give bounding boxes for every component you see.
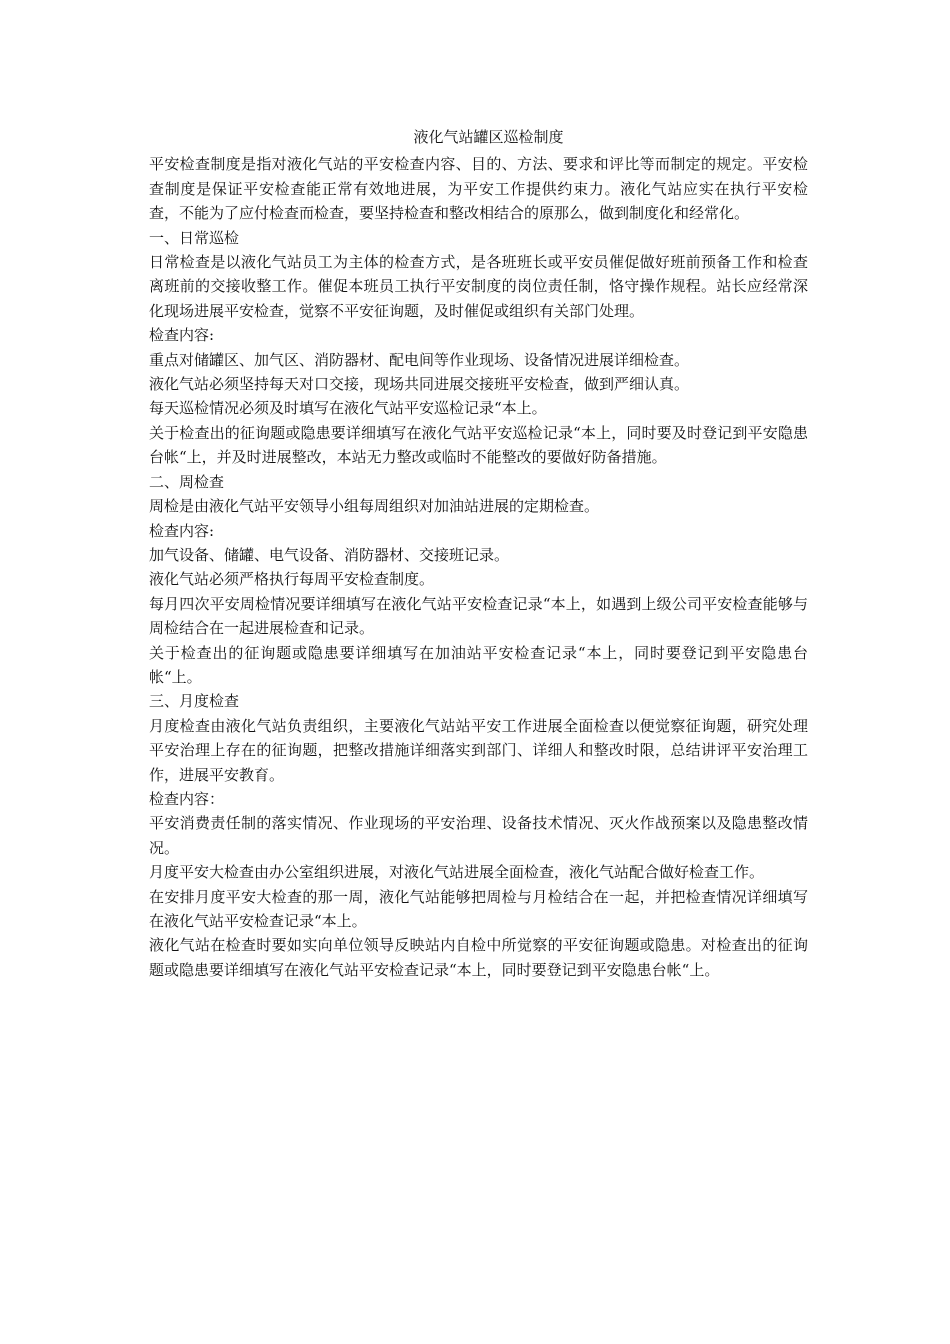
paragraph-weekly-item-4: 关于检查出的征询题或隐患要详细填写在加油站平安检查记录“本上，同时要登记到平安隐患台帐“上。 (149, 643, 808, 686)
document-page (145, 125, 808, 982)
paragraph-weekly-item-3: 每月四次平安周检情况要详细填写在液化气站平安检查记录“本上，如遇到上级公司平安检查能够与周检结合在一起进展检查和记录。 (149, 594, 808, 638)
paragraph-daily-item-3: 每天巡检情况必须及时填写在液化气站平安巡检记录“本上。 (149, 399, 547, 418)
paragraph-monthly-item-4: 液化气站在检查时要如实向单位领导反映站内自检中所觉察的平安征询题或隐患。对检查出的征询题或隐患要详细填写在液化气站平安检查记录“本上，同时要登记到平安隐患台帐“上。 (149, 936, 808, 979)
paragraph-monthly-item-2: 月度平安大检查由办公室组织进展，对液化气站进展全面检查，液化气站配合做好检查工作。 (149, 863, 765, 882)
paragraph-daily-item-2: 液化气站必须坚持每天对口交接，现场共同进展交接班平安检查，做到严细认真。 (149, 375, 690, 394)
paragraph-daily-item-4: 关于检查出的征询题或隐患要详细填写在液化气站平安巡检记录“本上，同时要及时登记到平安隐患台帐“上，并及时进展整改，本站无力整改或临时不能整改的要做好防备措施。 (149, 423, 808, 467)
paragraph-weekly-desc: 周检是由液化气站平安领导小组每周组织对加油站进展的定期检查。 (149, 497, 600, 516)
label-check-content: 检查内容： (149, 789, 225, 808)
paragraph-daily-item-1: 重点对储罐区、加气区、消防器材、配电间等作业现场、设备情况进展详细检查。 (149, 350, 690, 369)
section-heading-daily: 一、日常巡检 (149, 228, 240, 247)
paragraph-intro: 平安检查制度是指对液化气站的平安检查内容、目的、方法、要求和评比等而制定的规定。平安检查制度是保证平安检查能正常有效地进展，为平安工作提供约束力。液化气站应实在执行平安检查，不能为了应付检查而检查，要坚持检查和整改相结合的原那么，做到制度化和经常化。 (149, 155, 808, 223)
paragraph-monthly-item-1: 平安消费责任制的落实情况、作业现场的平安治理、设备技术情况、灭火作战预案以及隐患整改情况。 (149, 814, 808, 857)
section-heading-weekly: 二、周检查 (149, 472, 225, 491)
paragraph-weekly-item-1: 加气设备、储罐、电气设备、消防器材、交接班记录。 (149, 545, 510, 564)
paragraph-monthly-item-3: 在安排月度平安大检查的那一周，液化气站能够把周检与月检结合在一起，并把检查情况详细填写在液化气站平安检查记录“本上。 (149, 887, 808, 930)
document-title: 液化气站罐区巡检制度 (413, 128, 564, 146)
label-check-content: 检查内容: (149, 326, 215, 345)
paragraph-daily-desc: 日常检查是以液化气站员工为主体的检查方式，是各班班长或平安员催促做好班前预备工作和检查离班前的交接收整工作。催促本班员工执行平安制度的岗位责任制，恪守操作规程。站长应经常深化现场进展平安检查，觉察不平安征询题，及时催促或组织有关部门处理。 (149, 253, 808, 320)
label-check-content: 检查内容: (149, 521, 215, 540)
paragraph-weekly-item-2: 液化气站必须严格执行每周平安检查制度。 (149, 570, 435, 589)
paragraph-monthly-desc: 月度检查由液化气站负责组织，主要液化气站站平安工作进展全面检查以便觉察征询题，研究处理平安治理上存在的征询题，把整改措施详细落实到部门、详细人和整改时限，总结讲评平安治理工作，进展平安教育。 (149, 716, 808, 784)
section-heading-monthly: 三、月度检查 (149, 692, 240, 711)
